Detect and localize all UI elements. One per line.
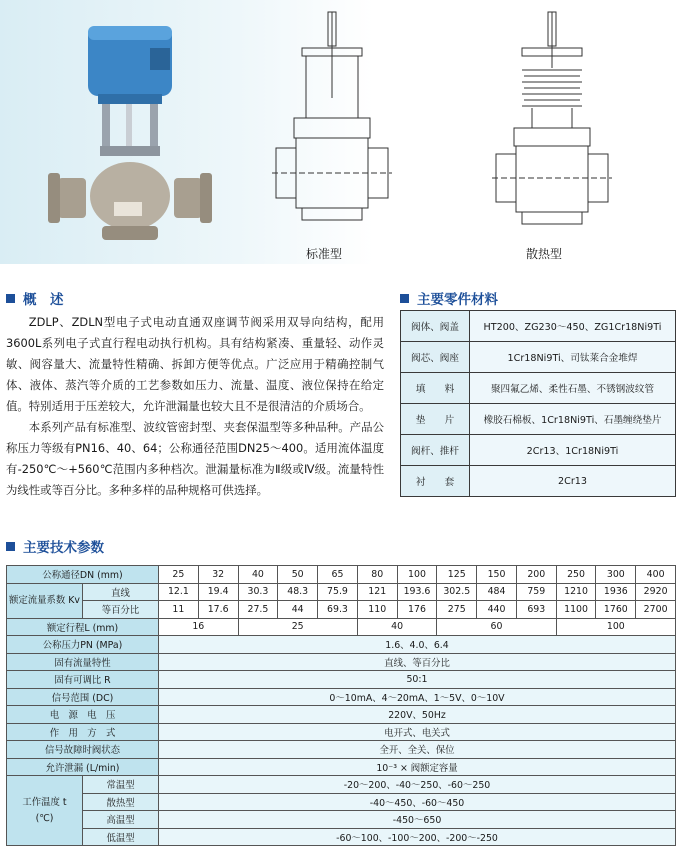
temp-label-line2: (℃) (35, 812, 54, 824)
material-part: 阀杆、推杆 (401, 435, 470, 466)
table-row (401, 435, 676, 466)
material-part: 阀芯、阀座 (401, 342, 470, 373)
material-value: 聚四氟乙烯、柔性石墨、不锈钢波纹管 (470, 373, 676, 404)
dn-cell: 80 (357, 566, 397, 584)
spec-heading (6, 536, 104, 556)
kv-cell: 30.3 (238, 583, 278, 601)
param-value: 直线、等百分比 (159, 653, 676, 671)
table-row (7, 811, 676, 829)
table-row (7, 706, 676, 724)
table-row (401, 373, 676, 404)
material-value: 橡胶石棉板、1Cr18Ni9Ti、石墨缠绕垫片 (470, 404, 676, 435)
table-row (7, 758, 676, 776)
table-row (401, 404, 676, 435)
spec-title: 主要技术参数 (23, 540, 104, 556)
material-value: 1Cr18Ni9Ti、司钛莱合金堆焊 (470, 342, 676, 373)
temp-label (7, 776, 83, 846)
kv-cell: 1210 (556, 583, 596, 601)
table-row (7, 741, 676, 759)
dn-cell: 150 (477, 566, 517, 584)
material-value: 2Cr13、1Cr18Ni9Ti (470, 435, 676, 466)
heading-square-icon (6, 542, 15, 551)
stroke-cell: 60 (437, 618, 556, 636)
dn-cell: 32 (198, 566, 238, 584)
material-value: 2Cr13 (470, 466, 676, 497)
table-row (7, 688, 676, 706)
param-label: 电 源 电 压 (7, 706, 159, 724)
kv-cell: 75.9 (318, 583, 358, 601)
table-row (7, 618, 676, 636)
temp-type: 高温型 (83, 811, 159, 829)
overview-paragraph-2: 本系列产品有标准型、波纹管密封型、夹套保温型等多种品种。产品公称压力等级有PN16、40、64；公称通径范围DN25～400。适用流体温度有-250℃～+560℃范围内多种档次。泄漏量标准为Ⅱ级或Ⅳ级。流量特性为线性或等百分比。多种多样的品种规格可供选择。 (6, 420, 384, 497)
material-part: 阀体、阀盖 (401, 311, 470, 342)
materials-title: 主要零件材料 (417, 292, 498, 308)
kv-label: 额定流量系数 Kv (7, 583, 83, 618)
dn-cell: 400 (636, 566, 676, 584)
dn-cell: 200 (516, 566, 556, 584)
table-row (7, 723, 676, 741)
param-value: 电开式、电关式 (159, 723, 676, 741)
table-row (7, 601, 676, 619)
param-value: 1.6、4.0、6.4 (159, 636, 676, 654)
dn-cell: 300 (596, 566, 636, 584)
dn-cell: 50 (278, 566, 318, 584)
table-row (7, 583, 676, 601)
overview-title: 概 述 (23, 292, 64, 308)
kv-cell: 275 (437, 601, 477, 619)
overview-text (6, 312, 384, 501)
kv-cell: 2700 (636, 601, 676, 619)
dn-cell: 100 (397, 566, 437, 584)
spec-table (6, 565, 676, 846)
kv-cell: 176 (397, 601, 437, 619)
kv-cell: 440 (477, 601, 517, 619)
dn-cell: 250 (556, 566, 596, 584)
overview-paragraph-1: ZDLP、ZDLN型电子式电动直通双座调节阀采用双导向结构，配用3600L系列电子式直行程电动执行机构。具有结构紧凑、重量轻、动作灵敏、阀容量大、流量特性精确、拆卸方便等优点。广泛应用于精确控制气体、液体、蒸汽等介质的工艺参数如压力、流量、温度、液位保持在给定值。特别适用于压差较大，允许泄漏量也较大且不是很清洁的介质场合。 (6, 315, 384, 413)
kv-cell: 69.3 (318, 601, 358, 619)
caption-standard: 标准型 (306, 247, 343, 261)
temp-value: -60～100、-100～200、-200～-250 (159, 828, 676, 846)
materials-table (400, 310, 676, 497)
stroke-cell: 100 (556, 618, 675, 636)
heading-square-icon (400, 294, 409, 303)
kv-cell: 19.4 (198, 583, 238, 601)
caption-heat: 散热型 (526, 247, 563, 261)
stroke-cell: 40 (357, 618, 437, 636)
table-row (401, 342, 676, 373)
kv-linear-label: 直线 (83, 583, 159, 601)
kv-cell: 1936 (596, 583, 636, 601)
overview-heading (6, 288, 64, 308)
kv-cell: 44 (278, 601, 318, 619)
material-part: 填 料 (401, 373, 470, 404)
temp-value: -40～450、-60～450 (159, 793, 676, 811)
heading-square-icon (6, 294, 15, 303)
param-value: 10⁻³ × 阀额定容量 (159, 758, 676, 776)
kv-cell: 302.5 (437, 583, 477, 601)
kv-cell: 693 (516, 601, 556, 619)
materials-heading (400, 288, 498, 308)
kv-cell: 12.1 (159, 583, 199, 601)
param-label: 允许泄漏 (L/min) (7, 758, 159, 776)
kv-cell: 2920 (636, 583, 676, 601)
param-value: 0～10mA、4～20mA、1～5V、0～10V (159, 688, 676, 706)
dn-cell: 65 (318, 566, 358, 584)
param-label: 固有流量特性 (7, 653, 159, 671)
table-row (7, 671, 676, 689)
temp-value: -20～200、-40～250、-60～250 (159, 776, 676, 794)
temp-type: 散热型 (83, 793, 159, 811)
table-row (7, 653, 676, 671)
kv-cell: 484 (477, 583, 517, 601)
table-row (7, 776, 676, 794)
kv-cell: 1760 (596, 601, 636, 619)
kv-cell: 1100 (556, 601, 596, 619)
product-photo (40, 8, 240, 248)
stroke-cell: 16 (159, 618, 239, 636)
table-row (7, 828, 676, 846)
param-value: 220V、50Hz (159, 706, 676, 724)
table-row (7, 636, 676, 654)
temp-label-line1: 工作温度 t (22, 796, 67, 808)
param-label: 作 用 方 式 (7, 723, 159, 741)
table-row (401, 466, 676, 497)
kv-cell: 11 (159, 601, 199, 619)
stroke-cell: 25 (238, 618, 357, 636)
standard-type-drawing (272, 8, 392, 240)
temp-value: -450～650 (159, 811, 676, 829)
kv-cell: 27.5 (238, 601, 278, 619)
temp-type: 常温型 (83, 776, 159, 794)
kv-cell: 110 (357, 601, 397, 619)
heat-dissipation-drawing (492, 8, 612, 240)
table-row (7, 793, 676, 811)
dn-cell: 125 (437, 566, 477, 584)
kv-cell: 193.6 (397, 583, 437, 601)
material-part: 衬 套 (401, 466, 470, 497)
kv-eq-label: 等百分比 (83, 601, 159, 619)
kv-cell: 759 (516, 583, 556, 601)
dn-label: 公称通径DN (mm) (7, 566, 159, 584)
kv-cell: 17.6 (198, 601, 238, 619)
dn-cell: 40 (238, 566, 278, 584)
param-value: 50:1 (159, 671, 676, 689)
kv-cell: 48.3 (278, 583, 318, 601)
dn-cell: 25 (159, 566, 199, 584)
temp-type: 低温型 (83, 828, 159, 846)
material-part: 垫 片 (401, 404, 470, 435)
table-row (7, 566, 676, 584)
param-value: 全开、全关、保位 (159, 741, 676, 759)
param-label: 信号范围 (DC) (7, 688, 159, 706)
stroke-label: 额定行程L (mm) (7, 618, 159, 636)
table-row (401, 311, 676, 342)
param-label: 固有可调比 R (7, 671, 159, 689)
material-value: HT200、ZG230～450、ZG1Cr18Ni9Ti (470, 311, 676, 342)
kv-cell: 121 (357, 583, 397, 601)
param-label: 信号故障时阀状态 (7, 741, 159, 759)
param-label: 公称压力PN (MPa) (7, 636, 159, 654)
